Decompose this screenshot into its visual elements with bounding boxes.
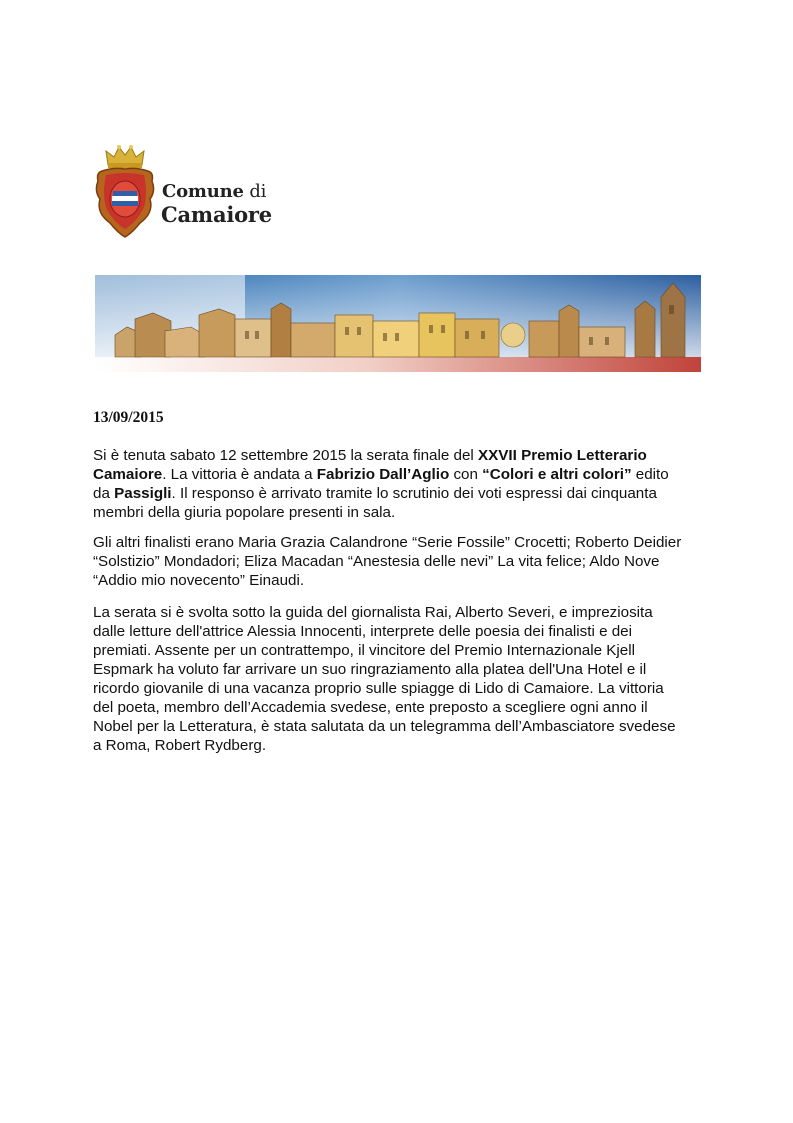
text-run: premiati. Assente per un contrattempo, il vincitore del Premio Internazionale Kjell bbox=[93, 642, 635, 659]
comune-logo bbox=[92, 143, 292, 239]
text-line bbox=[93, 503, 713, 522]
paragraph-1 bbox=[93, 446, 713, 522]
text-run: membri della giuria popolare presenti in sala. bbox=[93, 504, 396, 521]
text-run: del poeta, membro dell’Accademia svedese, ente preposto a scegliere ogni anno il bbox=[93, 699, 648, 716]
text-run: con bbox=[449, 466, 483, 483]
text-line bbox=[93, 571, 713, 590]
logo-word-comune: Comune bbox=[162, 181, 244, 202]
logo-text-camaiore: Camaiore bbox=[161, 202, 272, 227]
text-run: “Solstizio” Mondadori; Eliza Macadan “Anestesia delle nevi” La vita felice; Aldo Nove bbox=[93, 553, 660, 570]
coat-of-arms-icon bbox=[92, 143, 158, 239]
text-run: ricordo giovanile di una vacanza proprio sulle spiagge di Lido di Camaiore. La vittoria bbox=[93, 680, 664, 697]
text-run: da bbox=[93, 485, 115, 502]
text-line bbox=[93, 465, 713, 484]
text-line bbox=[93, 603, 713, 622]
paragraph-3 bbox=[93, 603, 713, 755]
text-run: Espmark ha voluto far arrivare un suo ringraziamento alla platea dell'Una Hotel e il bbox=[93, 661, 647, 678]
text-line bbox=[93, 484, 713, 503]
text-line bbox=[93, 622, 713, 641]
text-run: dalle letture dell'attrice Alessia Innocenti, interprete delle poesia dei finalisti e dei bbox=[93, 623, 632, 640]
text-run: a Roma, Robert Rydberg. bbox=[93, 737, 267, 754]
text-run: “Addio mio novecento” Einaudi. bbox=[93, 572, 305, 589]
text-line bbox=[93, 660, 713, 679]
paragraph-2 bbox=[93, 533, 713, 590]
text-run: Nobel per la Letteratura, è stata salutata da un telegramma dell’Ambasciatore svedese bbox=[93, 718, 676, 735]
text-line bbox=[93, 736, 713, 755]
town-skyline-banner bbox=[95, 275, 701, 372]
text-line bbox=[93, 679, 713, 698]
bold-run: Passigli bbox=[114, 485, 172, 502]
bold-run: Fabrizio Dall’Aglio bbox=[316, 466, 450, 483]
bold-run: XXVII Premio Letterario bbox=[478, 447, 647, 464]
text-run: Si è tenuta sabato 12 settembre 2015 la serata finale del bbox=[93, 447, 479, 464]
text-run: . Il responso è arrivato tramite lo scrutinio dei voti espressi dai cinquanta bbox=[171, 485, 657, 502]
logo-word-di: di bbox=[243, 181, 267, 202]
text-line bbox=[93, 698, 713, 717]
text-line bbox=[93, 533, 713, 552]
text-line bbox=[93, 446, 713, 465]
text-line bbox=[93, 717, 713, 736]
bold-run: “Colori e altri colori” bbox=[482, 466, 632, 483]
text-run: La serata si è svolta sotto la guida del giornalista Rai, Alberto Severi, e impreziosita bbox=[93, 604, 653, 621]
bold-run: Camaiore bbox=[93, 466, 163, 483]
article-date: 13/09/2015 bbox=[93, 409, 164, 426]
text-line bbox=[93, 552, 713, 571]
text-run: Gli altri finalisti erano Maria Grazia Calandrone “Serie Fossile” Crocetti; Roberto Deidier bbox=[93, 534, 682, 551]
text-run: edito bbox=[631, 466, 669, 483]
logo-text-comune-di bbox=[162, 181, 266, 202]
text-line bbox=[93, 641, 713, 660]
text-run: . La vittoria è andata a bbox=[162, 466, 317, 483]
